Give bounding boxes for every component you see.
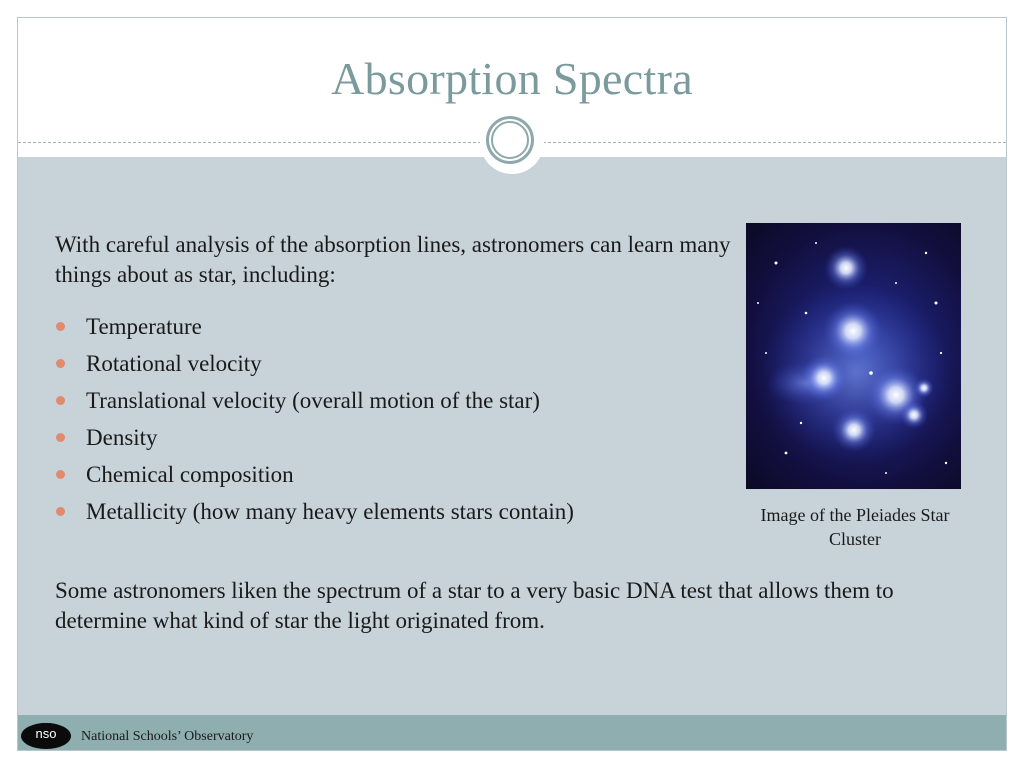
footer-organization: National Schools’ Observatory (81, 729, 254, 744)
divider-ornament-inner-ring (491, 121, 529, 159)
bullet-text: Density (86, 425, 158, 450)
bullet-text: Temperature (86, 314, 202, 339)
list-item (55, 382, 745, 419)
logo-text: nso (35, 726, 57, 741)
bullet-icon (56, 470, 65, 479)
pleiades-star-cluster-image (746, 223, 961, 489)
bullet-text: Metallicity (how many heavy elements stars contain) (86, 499, 574, 524)
star-field-graphic (746, 223, 961, 489)
bullet-list (55, 308, 745, 530)
bullet-icon (56, 359, 65, 368)
bullet-text: Rotational velocity (86, 351, 262, 376)
list-item (55, 308, 745, 345)
bullet-text: Translational velocity (overall motion of the star) (86, 388, 540, 413)
closing-paragraph: Some astronomers liken the spectrum of a star to a very basic DNA test that allows them to determine what kind of star the light originated from. (55, 578, 894, 633)
nso-logo (20, 719, 72, 749)
bullet-icon (56, 322, 65, 331)
bullet-icon (56, 396, 65, 405)
intro-paragraph: With careful analysis of the absorption lines, astronomers can learn many things about as star, including: (55, 232, 731, 287)
bullet-text: Chemical composition (86, 462, 294, 487)
image-caption: Image of the Pleiades Star Cluster (760, 505, 950, 549)
bullet-icon (56, 507, 65, 516)
list-item (55, 345, 745, 382)
list-item (55, 419, 745, 456)
list-item (55, 456, 745, 493)
slide-title: Absorption Spectra (331, 53, 693, 104)
bullet-icon (56, 433, 65, 442)
list-item (55, 493, 745, 530)
